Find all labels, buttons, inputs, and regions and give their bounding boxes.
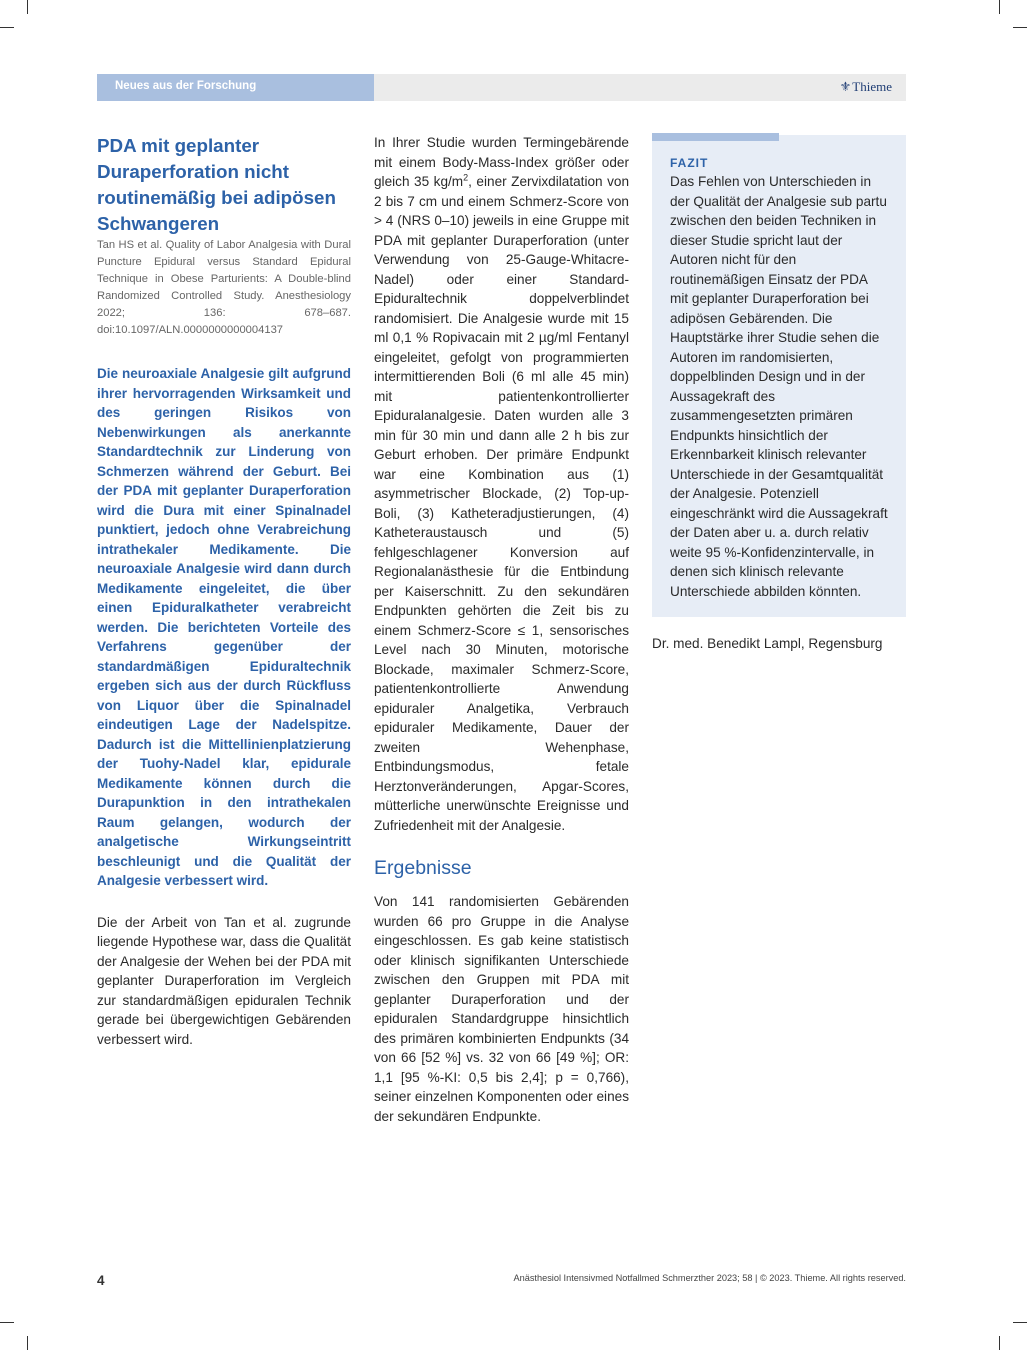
results-heading: Ergebnisse (374, 857, 472, 879)
crop-mark (999, 1336, 1000, 1350)
fazit-label: FAZIT (670, 156, 709, 170)
crop-mark (999, 0, 1000, 14)
fazit-text: Das Fehlen von Unterschieden in der Qualität der Analgesie sub partu zwischen den beiden Techniken in dieser Studie spricht laut der Autoren nicht für den routinemäßigen Einsatz der PDA mit geplanter Duraperforation bei adipösen Gebärenden. Die Hauptstärke ihrer Studie sehen die Autoren im randomisierten, doppelblinden Design und in der Aussagekraft des zusammengesetzten primären Endpunkts hinsichtlich der Erkennbarkeit klinisch relevanter Unterschiede in der Gesamtqualität der Analgesie. Potenziell eingeschränkt wird die Aussagekraft der Daten aber u. a. durch relativ weite 95 %-Konfidenzintervalle, in denen sich klinisch relevante Unterschiede abbilden könnten. (670, 174, 888, 599)
author-signature: Dr. med. Benedikt Lampl, Regensburg (652, 636, 883, 651)
fazit-box (652, 135, 906, 617)
thieme-emblem-icon: ⚜ (839, 79, 852, 94)
methods-text-end: , einer Zervixdilatation von 2 bis 7 cm und einem Schmerz-Score von > 4 (NRS 0–10) jeweils in eine Gruppe mit PDA mit geplanter Duraperforation (unter Verwendung von 25-Gauge-Whitacre-Nadel) oder einer Standard-Epiduraltechnik doppelverblindet randomisiert. Die Analgesie wurde mit 15 ml 0,1 % Ropivacain mit 2 µg/ml Fentanyl eingeleitet, gefolgt von programmierten intermittierenden Boli (6 ml alle 45 min) mit patientenkontrollierter Epiduralanalgesie. Daten wurden alle 3 min für 30 min und dann alle 2 h bis zur Geburt erhoben. Der primäre Endpunkt war eine Kombination aus (1) asymmetrischer Blockade, (2) Top-up-Boli, (3) Katheteradjustierungen, (4) Katheteraustausch und (5) fehlgeschlagener Konversion auf Regionalanästhesie für die Entbindung per Kaiserschnitt. Zu den sekundären Endpunkten gehörten die Zeit bis zu einem Schmerz-Score ≤ 1, sensorisches Level nach 30 Minuten, motorische Blockade, maximaler Schmerz-Score, patientenkontrollierte Anwendung epiduraler Analgetika, Verbrauch epiduraler Medikamente, Dauer der zweiten Wehenphase, Entbindungsmodus, fetale Herztonveränderungen, Apgar-Scores, mütterliche unerwünschte Ereignisse und Zufriedenheit mit der Analgesie. (374, 174, 630, 833)
crop-mark (27, 1336, 28, 1350)
results-paragraph: Von 141 randomisierten Gebärenden wurden 66 pro Gruppe in die Analyse eingeschlossen. Es gab keine statistisch oder klinisch signifikanten Unterschiede zwischen den Gruppen mit PDA mit geplanter Duraperforation und der epiduralen Standardgruppe hinsichtlich des primären kombinierten Endpunkts (34 von 66 [52 %] vs. 32 von 66 [49 %]; OR: 1,1 [95 %-KI: 0,5 bis 2,4]; p = 0,766), seiner einzelnen Komponenten oder eines der sekundären Endpunkte. (374, 894, 629, 1124)
logo-text: Thieme (852, 79, 892, 94)
superscript: 2 (463, 172, 469, 183)
methods-paragraph (374, 133, 629, 835)
crop-mark (1013, 27, 1027, 28)
hypothesis-paragraph: Die der Arbeit von Tan et al. zugrunde liegende Hypothese war, dass die Qualität der Analgesie der Wehen bei der PDA mit geplanter Duraperforation im Vergleich zur standardmäßigen epiduralen Technik gerade bei übergewichtigen Gebärenden verbessert wird. (97, 914, 351, 1047)
column-middle (374, 133, 629, 1126)
methods-text-start: In Ihrer Studie wurden Termingebärende mit einem Body-Mass-Index größer oder gleich 35 kg/m (374, 135, 629, 189)
fazit-accent-bar (652, 133, 779, 141)
crop-mark (0, 1322, 14, 1323)
crop-mark (0, 27, 14, 28)
article-lead: Die neuroaxiale Analgesie gilt aufgrund ihrer hervorragenden Wirksamkeit und des geringen Risikos von Nebenwirkungen als anerkannte Standardtechnik zur Linderung von Schmerzen während der Geburt. Bei der PDA mit geplanter Duraperforation wird die Dura mit einer Spinalnadel punktiert, jedoch ohne Verabreichung intrathekaler Medikamente. Die neuroaxiale Analgesie wird dann durch Medikamente eingeleitet, die über einen Epiduralkatheter verabreicht werden. Die berichteten Vorteile des Verfahrens gegenüber der standardmäßigen Epiduraltechnik ergeben sich aus der durch Rückfluss von Liquor über die Spinalnadel eindeutigen Lage der Nadelspitze. Dadurch ist die Mittellinienplatzierung der Tuohy-Nadel klar, epidurale Medikamente können durch die Durapunktion in den intrathekalen Raum gelangen, wodurch der analgetische Wirkungseintritt beschleunigt und die Qualität der Analgesie verbessert wird. (97, 366, 351, 888)
journal-footer: Anästhesiol Intensivmed Notfallmed Schmerzther 2023; 58 | © 2023. Thieme. All rights reserved. (513, 1273, 906, 1283)
article-title: PDA mit geplanter Duraperforation nicht routinemäßig bei adipösen Schwangeren (97, 135, 336, 234)
page-header (97, 74, 906, 101)
section-label: Neues aus der Forschung (115, 80, 257, 92)
column-left (97, 133, 351, 1049)
crop-mark (1013, 1322, 1027, 1323)
section-tab (97, 74, 374, 101)
page-number: 4 (97, 1273, 105, 1288)
article-citation: Tan HS et al. Quality of Labor Analgesia with Dural Puncture Epidural versus Standard Epidural Technique in Obese Parturients: A Double-blind Randomized Controlled Study. Anesthesiology 2022; 136: 678–687. doi:10.1097/ALN.0000000000004137 (97, 239, 351, 336)
thieme-logo (840, 79, 892, 95)
crop-mark (27, 0, 28, 14)
column-right (652, 133, 906, 654)
